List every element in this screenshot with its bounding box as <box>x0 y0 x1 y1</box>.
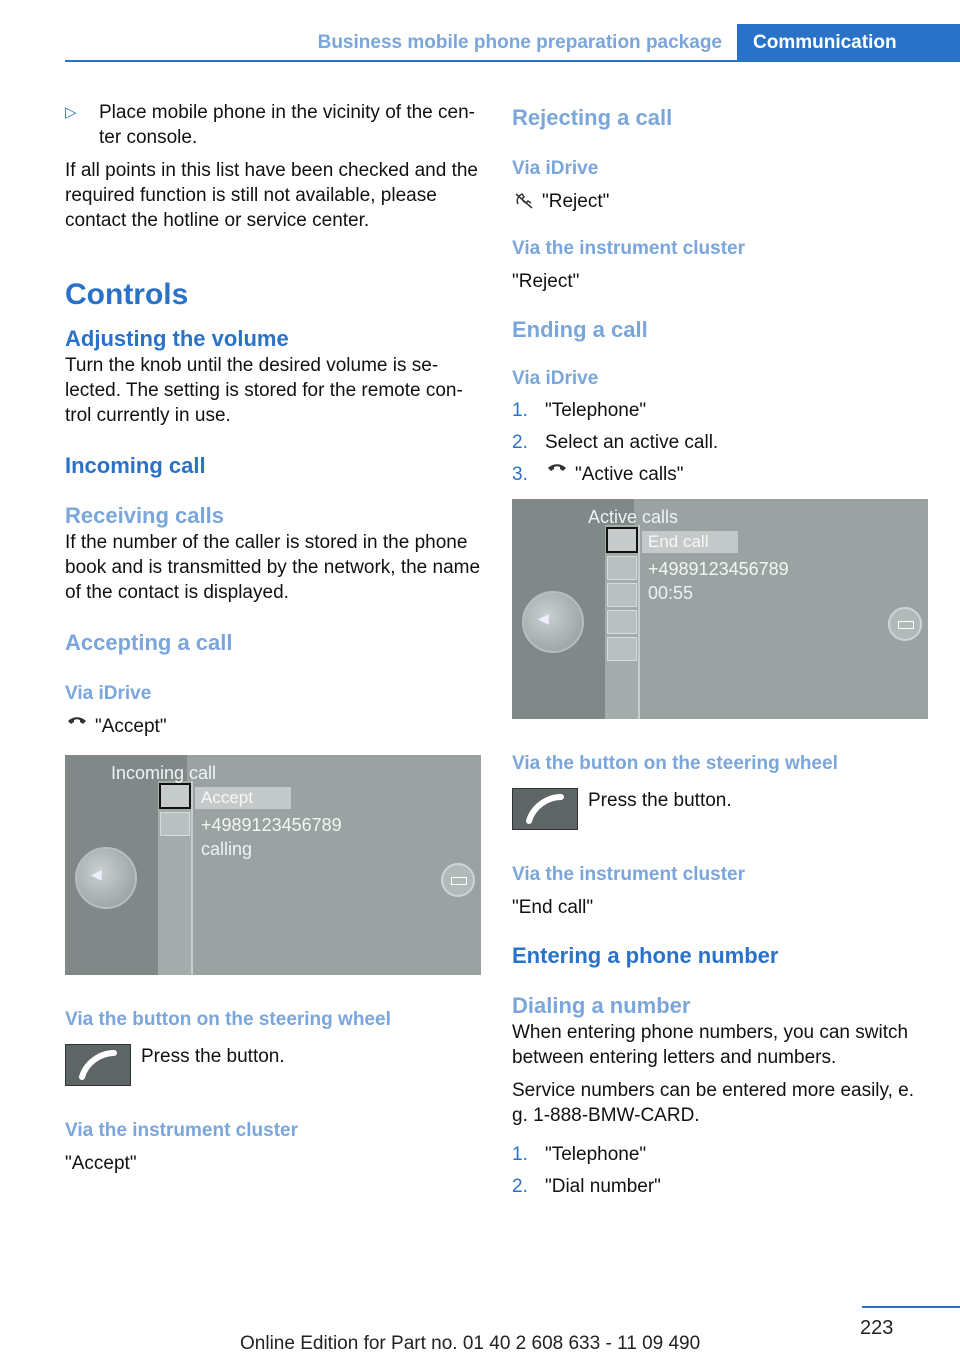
edition-note: Online Edition for Part no. 01 40 2 608 633 - 11 09 490 <box>240 1333 701 1354</box>
header-chapter-tab: Communication <box>737 24 960 62</box>
heading-via-wheel: Via the button on the steering wheel <box>65 1009 391 1030</box>
screen-caller-number: +4989123456789 <box>201 815 342 835</box>
heading-rejecting-call: Rejecting a call <box>512 105 673 130</box>
receiving-text: If the number of the caller is stored in the phone book and is transmitted by the network, the name of the contact is displayed. <box>65 532 481 603</box>
screen-title: Incoming call <box>111 763 217 783</box>
screen-call-status: calling <box>201 839 253 859</box>
heading-via-cluster-reject: Via the instrument cluster <box>512 238 745 259</box>
heading-via-idrive-end: Via iDrive <box>512 368 599 389</box>
screen-option-end-call: End call <box>642 531 738 553</box>
list-item: 1. "Telephone" <box>512 400 647 421</box>
option-button-icon <box>888 607 922 641</box>
screen-menu-column <box>158 781 193 975</box>
controller-knob-icon: ◀ <box>75 847 137 909</box>
heading-accepting-call: Accepting a call <box>65 630 233 655</box>
heading-via-cluster: Via the instrument cluster <box>65 1120 298 1141</box>
list-item: 1. "Telephone" <box>512 1144 647 1165</box>
phone-reject-icon <box>512 190 536 210</box>
screen-title: Active calls <box>588 507 679 527</box>
heading-via-wheel-end: Via the button on the steering wheel <box>512 753 838 774</box>
accept-instruction <box>65 714 481 739</box>
checklist-bullet <box>65 100 481 150</box>
menu-reject-icon <box>160 812 190 836</box>
heading-ending-call: Ending a call <box>512 317 648 342</box>
menu-hold-icon <box>607 556 637 580</box>
reject-instruction <box>512 189 928 214</box>
right-column <box>512 100 928 1206</box>
ending-steps-list <box>512 398 928 487</box>
press-button-text: Press the button. <box>588 790 732 811</box>
idrive-screen-incoming <box>65 755 481 975</box>
section-heading-controls: Controls <box>65 278 189 311</box>
steering-wheel-instruction <box>512 788 928 830</box>
cluster-reject-text: "Reject" <box>512 271 580 292</box>
accept-label: "Accept" <box>95 716 167 737</box>
heading-receiving-calls: Receiving calls <box>65 503 224 528</box>
paragraph: If all points in this list have been checked and the required function is still not available, please contact the hotline or service center. <box>65 160 478 231</box>
screen-call-duration: 00:55 <box>648 583 694 603</box>
press-button-text: Press the button. <box>141 1046 285 1067</box>
bullet-text: Place mobile phone in the vicinity of the cen‐ ter console. <box>99 102 475 148</box>
steering-wheel-phone-button-icon <box>65 1044 131 1086</box>
page-number: 223 <box>860 1317 894 1339</box>
heading-via-idrive: Via iDrive <box>65 683 152 704</box>
header-section-title: Business mobile phone preparation package <box>317 32 722 53</box>
list-item: 2. Select an active call. <box>512 432 719 453</box>
dialing-steps-list <box>512 1142 928 1199</box>
menu-keypad-icon <box>607 610 637 634</box>
heading-via-idrive-reject: Via iDrive <box>512 158 599 179</box>
cluster-accept-text: "Accept" <box>65 1153 137 1174</box>
footer-rule <box>862 1306 960 1308</box>
list-item: 2. "Dial number" <box>512 1176 661 1197</box>
heading-dialing-number: Dialing a number <box>512 993 691 1018</box>
menu-mute-icon <box>607 583 637 607</box>
reject-label: "Reject" <box>542 191 610 212</box>
heading-adjusting-volume: Adjusting the volume <box>65 326 289 351</box>
heading-incoming-call: Incoming call <box>65 453 206 478</box>
idrive-screen-active-calls <box>512 499 928 719</box>
dialing-text: When entering phone numbers, you can switch between entering letters and numbers. <box>512 1022 909 1068</box>
steering-wheel-phone-button-icon <box>512 788 578 830</box>
controller-knob-icon: ◀ <box>522 591 584 653</box>
heading-entering-number: Entering a phone number <box>512 943 779 968</box>
menu-contacts-icon <box>607 637 637 661</box>
screen-menu-column <box>605 525 640 719</box>
option-button-icon <box>441 863 475 897</box>
service-text: Service numbers can be entered more easily, e. g. 1-888-BMW-CARD. <box>512 1080 915 1126</box>
steering-wheel-instruction <box>65 1044 481 1086</box>
volume-text: Turn the knob until the desired volume is se‐ lected. The setting is stored for the remote con‐ trol currently in use. <box>65 355 463 426</box>
list-item: 3. "Active calls" <box>512 464 684 485</box>
left-column <box>65 100 481 1176</box>
triangle-bullet-icon: ▷ <box>65 104 77 121</box>
heading-via-cluster-end: Via the instrument cluster <box>512 864 745 885</box>
screen-call-number: +4989123456789 <box>648 559 789 579</box>
phone-active-icon <box>545 462 569 482</box>
cluster-end-call-text: "End call" <box>512 897 594 918</box>
header-rule <box>65 60 960 62</box>
menu-accept-icon <box>159 783 191 809</box>
menu-end-call-icon <box>606 527 638 553</box>
screen-option-accept: Accept <box>195 787 291 809</box>
phone-accept-icon <box>65 715 89 735</box>
